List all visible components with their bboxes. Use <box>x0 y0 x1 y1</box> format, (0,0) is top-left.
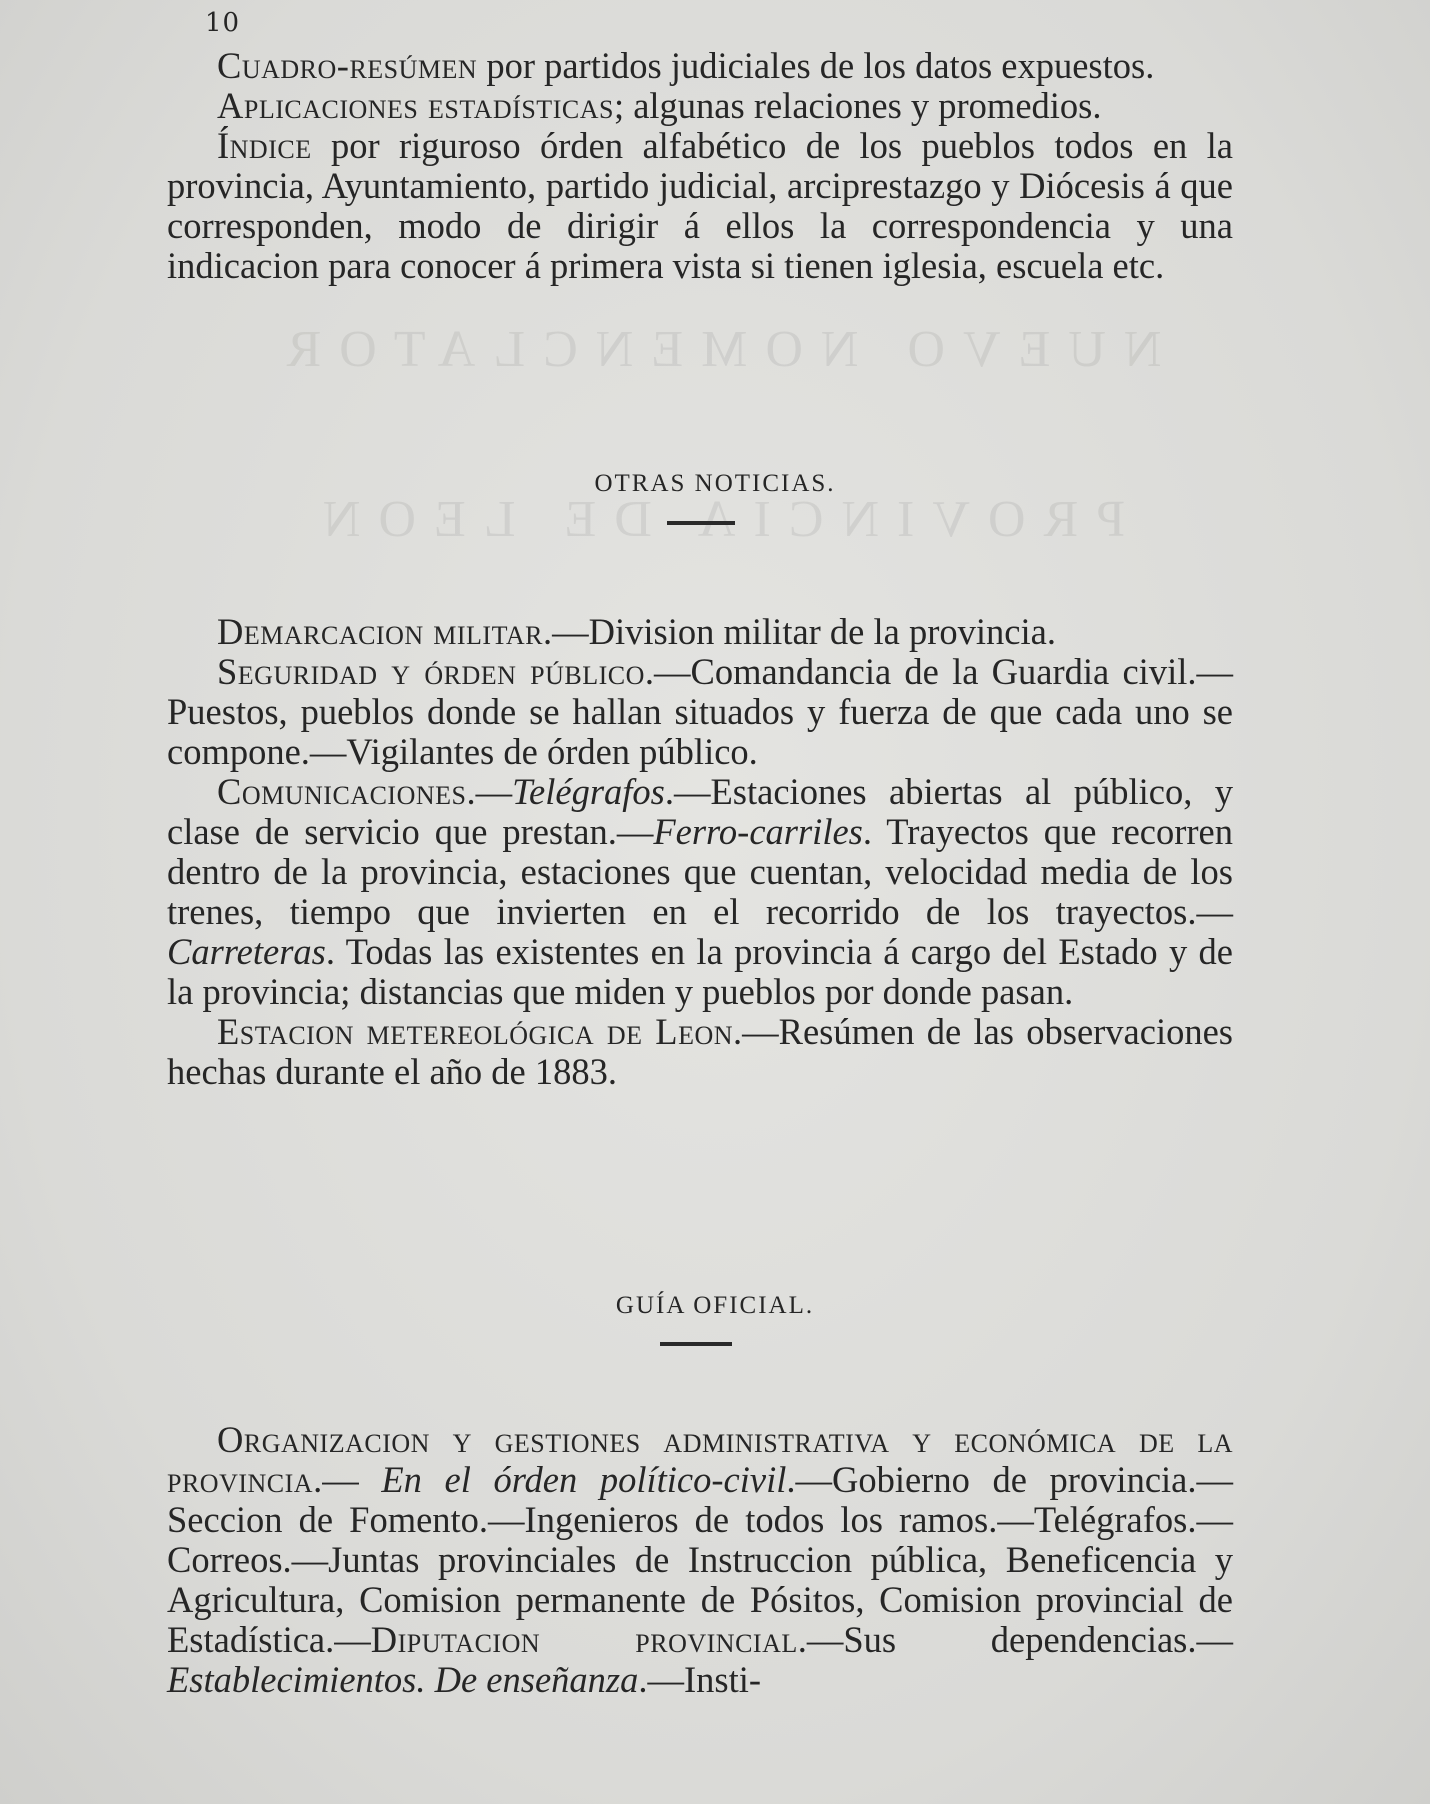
bleed-through-text: NUEVO NOMENCLATOR <box>268 321 1162 378</box>
paragraph: Organizacion y gestiones administrativa y económica de la provincia.— En el órden político-civil.—Gobierno de provincia.—Seccion de Fomento.—Ingenieros de todos los ramos.—Telégrafos.—Correos.—Juntas provinciales de Instruccion pública, Beneficencia y Agricultura, Comision permanente de Pósitos, Comision provincial de Estadística.—Diputacion provincial.—Sus dependencias.—Establecimientos. De enseñanza.—Insti- <box>167 1419 1233 1700</box>
paragraph: Seguridad y órden público.—Comandancia de la Guardia civil.—Puestos, pueblos donde se hallan situados y fuerza de que cada uno se compone.—Vigilantes de órden público. <box>167 651 1233 772</box>
intro-section <box>167 46 1233 286</box>
otras-noticias-section <box>167 612 1233 1092</box>
page-number: 10 <box>205 8 241 38</box>
guia-oficial-section <box>167 1420 1233 1700</box>
heading-rule <box>660 1342 732 1346</box>
section-heading-otras-noticias: OTRAS NOTICIAS. <box>594 470 836 497</box>
paragraph: Comunicaciones.—Telégrafos.—Estaciones abiertas al público, y clase de servicio que prestan.—Ferro-carriles. Trayectos que recorren dentro de la provincia, estaciones que cuentan, velocidad media de los trenes, tiempo que invierten en el recorrido de los trayectos.—Carreteras. Todas las existentes en la provincia á cargo del Estado y de la provincia; distancias que miden y pueblos por donde pasan. <box>167 771 1233 1012</box>
heading-rule <box>667 521 735 525</box>
bleed-through-text: PROVINCIA DE LEON <box>304 491 1126 548</box>
paragraph: Aplicaciones estadísticas; algunas relaciones y promedios. <box>217 85 1102 126</box>
paragraph: Estacion metereológica de Leon.—Resúmen de las observaciones hechas durante el año de 1883. <box>167 1011 1233 1092</box>
paragraph: Cuadro-resúmen por partidos judiciales de los datos expuestos. <box>217 45 1155 86</box>
paragraph: Demarcacion militar.—Division militar de la provincia. <box>217 611 1056 652</box>
section-heading-guia-oficial: GUÍA OFICIAL. <box>615 1292 815 1319</box>
paragraph: Índice por riguroso órden alfabético de los pueblos todos en la provincia, Ayuntamiento, partido judicial, arciprestazgo y Diócesis á que corresponden, modo de dirigir á ellos la correspondencia y una indicacion para conocer á primera vista si tienen iglesia, escuela etc. <box>167 125 1233 286</box>
